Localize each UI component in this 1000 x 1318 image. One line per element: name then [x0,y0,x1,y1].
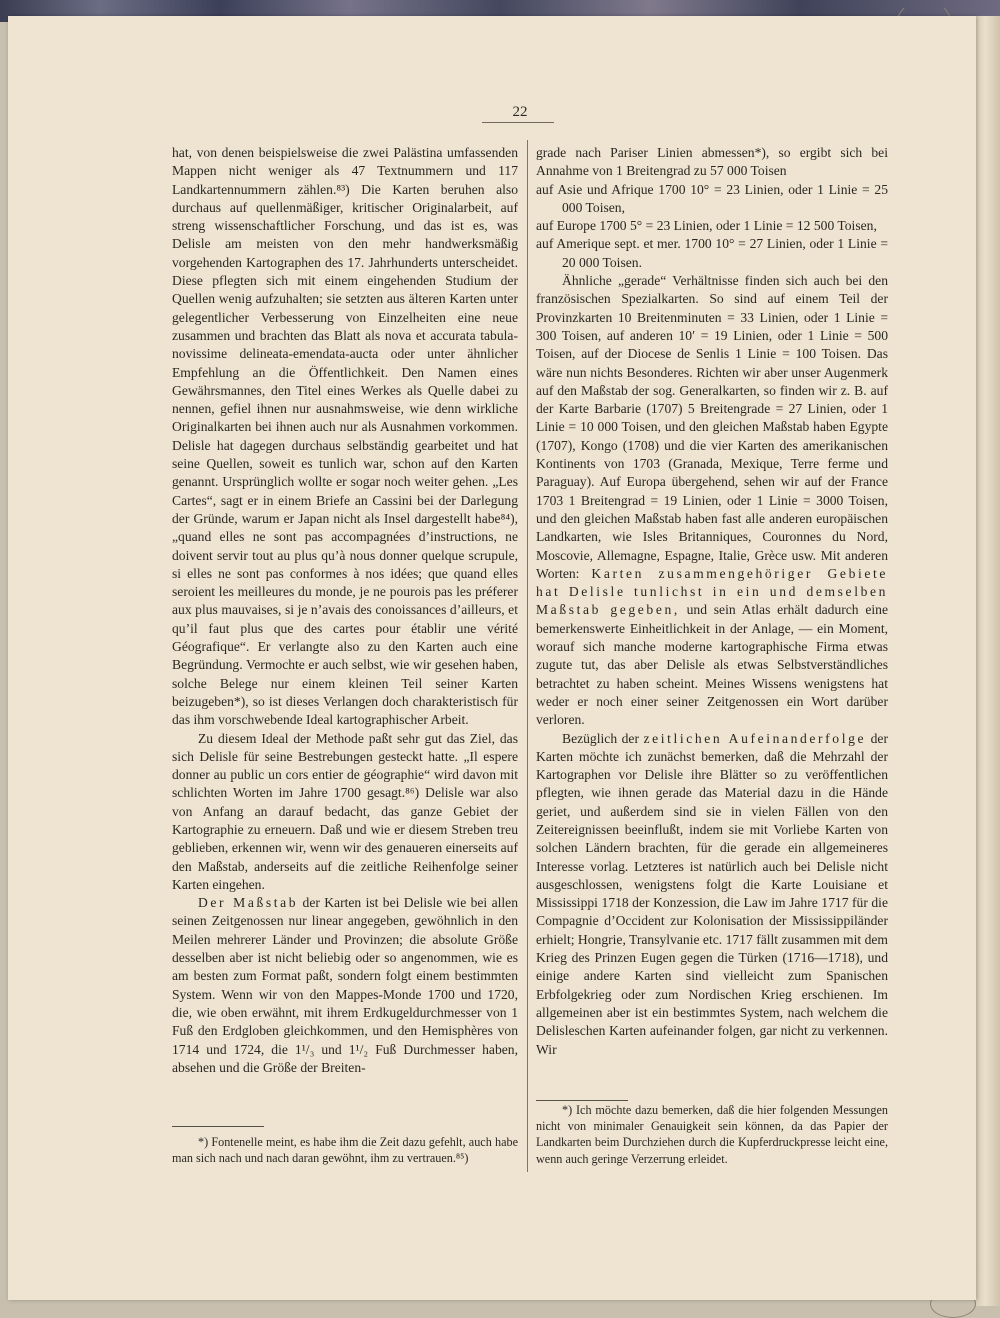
paragraph-text: und sein Atlas erhält dadurch eine bemerkenswerte Einheitlichkeit in der Anlage, — ein Moment, worauf sich manche moderne kartographische Firma etwas zugute tut, das aber Delisle als etwas Selbstverständliches betrachtet zu haben scheint. Meines Wissens wenigstens hat weder er noch einer seiner Zeitgenossen ein Wort darüber verloren. [536,602,888,728]
footnote-rule [172,1126,264,1127]
paragraph: hat, von denen beispielsweise die zwei Palästina umfassenden Mappen nicht weniger als 47 Textnummern und 117 Landkartennummern zählen.⁸³) Die Karten beruhen also durchaus auf quellenmäßiger, kritischer Originalarbeit, auf streng wissenschaftlicher Forschung, und das ist es, was Delisle am meisten von den mehr handwerksmäßig vorgehenden Kartographen des 17. Jahrhunderts unterscheidet. Diese pflegten sich mit einem eingehenden Studium der Quellen wenig aufzuhalten; sie setzten aus älteren Karten unter gelegentlicher Verbesserung von Einzelheiten eine neue zusammen und brachten das Blatt als nova et accurata tabula-novissime delineata-emendata-aucta oder unter ähnlicher Empfehlung an die Öffentlichkeit. Den Namen eines Gewährsmannes, den Titel eines Werkes als Quelle dabei zu nennen, gefiel ihnen nur ausnahmsweise, wie denn wirkliche Originalkarten bei ihnen auch nur als Ausnahmen vorkommen. Delisle hat dagegen durchaus selbständig gearbeitet und hat seine Quellen, soweit es tunlich war, schon auf den Karten genannt. Ursprünglich wollte er sogar noch weiter gehen. „Les Cartes“, sagt er in einem Briefe an Cassini bei der Darlegung der Gründe, warum er Japan nicht als Insel dargestellt habe⁸⁴), „quand elles ne sont pas accompagnées d’instructions, ne doivent servir tout au plus qu’à nous donner quelque scrupule, si elles ne sont pas conformes à nos idées; que quand elles seroient les meilleures du monde, je ne pourois pas les préferer aux plus mauvaises, si je n’avais des conoissances d’ailleurs, et qu’il faut plus que des cartes pour établir une vérité Géografique“. Er verlangte also zu den Karten auch eine Begründung. Vermochte er auch selbst, wie wir gesehen haben, solche Belege nur einem kleinen Teil seiner Karten beizugeben*), so ist dieses Verlangen doch charakteristisch für das ihm vorschwebende Ideal kartographischer Arbeit. [172,145,518,728]
right-column [536,144,888,1059]
column-divider [527,140,528,1172]
scan-right-edge [976,16,1000,1306]
scale-list-item: auf Asie und Afrique 1700 10° = 23 Linien, oder 1 Linie = 25 000 Toisen, [536,181,888,215]
spaced-emphasis: Der Maßstab [198,895,299,911]
header-rule [482,122,554,123]
paragraph-text: der Karten möchte ich zunächst bemerken, daß die Mehrzahl der Kartographen vor Delisle ihre Blätter so zu veröffentlichen pflegten, wie ihnen gerade das Material dazu in die Hände geriet, und außerdem sind sie in vielen Fällen von den Zeitereignissen beeinflußt, indem sie mit Vorliebe Karten von solchen Ländern brachten, für die gerade ein allgemeineres Interesse vorlag. Letzteres ist natürlich auch bei Delisle nicht ausgeschlossen, wenigstens folgt die Karte Louisiane et Mississippi 1718 der Konzession, die Law im Jahre 1717 für die Compagnie d’Occident zur Kolonisation der Mississippiländer erhielt; Hongrie, Transylvanie etc. 1717 fällt zusammen mit dem Krieg des Prinzen Eugen gegen die Türken (1716—1718), und einige andere Karten sind vielleicht zum Spanischen Erbfolgekrieg oder zum Nordischen Krieg erschienen. Im allgemeinen aber ist ein bestimmtes System, nach welchem die Delisleschen Karten aufeinander folgen, gar nicht zu verkennen. Wir [536,730,888,1057]
left-column [172,144,518,1077]
scale-list-item: auf Amerique sept. et mer. 1700 10° = 27 Linien, oder 1 Linie = 20 000 Toisen. [536,236,888,270]
page-number: 22 [512,104,528,120]
footnote-text: *) Ich möchte dazu bemerken, daß die hier folgenden Messungen nicht von minimaler Genauigkeit sein können, da das Papier der Landkarten beim Durchziehen durch die Kupferdruckpresse leicht eine, wenn auch geringe Verzerrung erleidet. [536,1103,888,1166]
paragraph: grade nach Pariser Linien abmessen*), so ergibt sich bei Annahme von 1 Breitengrad zu 57 000 Toisen [536,145,888,179]
paragraph [536,272,888,729]
paragraph [536,730,888,1059]
spaced-emphasis: zeitlichen Aufeinanderfolge [643,730,867,746]
paragraph-text: Ähnliche „gerade“ Verhältnisse finden sich auch bei den französischen Spezialkarten. So sind auf einem Teil der Provinzkarten 10 Breitenminuten = 33 Linien, oder 1 Linie = 300 Toisen, auf anderen 10′ = 19 Linien, oder 1 Linie = 500 Toisen, auf der Diocese de Senlis 1 Linie = 100 Toisen. Das wäre nun nichts Besonderes. Richten wir aber unser Augenmerk auf den Maßstab der sog. Generalkarten, so finden wir z. B. auf der Karte Barbarie (1707) 5 Breitengrade = 27 Linien, oder 1 Linie = 10 000 Toisen, und den gleichen Maßstab haben Egypte (1707), Kongo (1708) und die vier Karten des amerikanischen Kontinents von 1703 (Granada, Mexique, Terre ferme und Paraguay). Auf Europa übergehend, sehen wir auf der France 1703 1 Breitengrad = 19 Linien, oder 1 Linie = 3000 Toisen, und den gleichen Maßstab haben fast alle anderen europäischen Landkarten, wie Isles Britanniques, Couronnes du Nord, Moscovie, Allemagne, Espagne, Italie, Grèce usw. Mit anderen Worten: [536,273,888,581]
spaced-emphasis: Karten zusammengehöriger Gebiete hat Delisle tunlichst in ein und demselben Maßstab gegeben, [536,565,888,618]
footnote-right [536,1102,888,1167]
footnote-left [172,1134,518,1166]
footnote-text: *) Fontenelle meint, es habe ihm die Zeit dazu gefehlt, auch habe man sich nach und nach daran gewöhnt, ihm zu vertrauen.⁸⁵) [172,1135,518,1166]
paragraph-text: Bezüglich der [562,730,644,746]
scale-list-item: auf Europe 1700 5° = 23 Linien, oder 1 Linie = 12 500 Toisen, [536,218,877,234]
footnote-rule [536,1100,628,1101]
paragraph [172,894,518,1077]
paragraph: Zu diesem Ideal der Methode paßt sehr gut das Ziel, das sich Delisle für seine Bestrebungen gesteckt hatte. „Il espere donner au public un cors entier de géographie“ wird davon mit schlichten Worten im Jahre 1700 gesagt.⁸⁶) Delisle war also von Anfang an darauf bedacht, das ganze Gebiet der Kartographie zu erneuern. Daß und wie er diesem Streben treu geblieben, erkennen wir, wenn wir des genaueren einerseits auf den Maßstab, anderseits auf die zeitliche Reihenfolge seiner Karten eingehen. [172,730,518,892]
paragraph-text: der Karten ist bei Delisle wie bei allen seinen Zeitgenossen nur linear angegeben, gewöhnlich in den Meilen mehrerer Länder und Provinzen; die absolute Größe desselben aber ist nicht beliebig oder so angenommen, wie es am besten zum Format paßt, sondern folgt einem bestimmten System. Wenn wir von den Mappes-Monde 1700 und 1720, die, wie oben erwähnt, mit ihrem Erdkugeldurchmesser von 1 Fuß den Erdgloben gleichkommen, und den Hemisphères von 1714 und 1724, die 1¹/₃ und 1¹/₂ Fuß Durchmesser haben, absehen und die Größe der Breiten- [172,895,518,1075]
